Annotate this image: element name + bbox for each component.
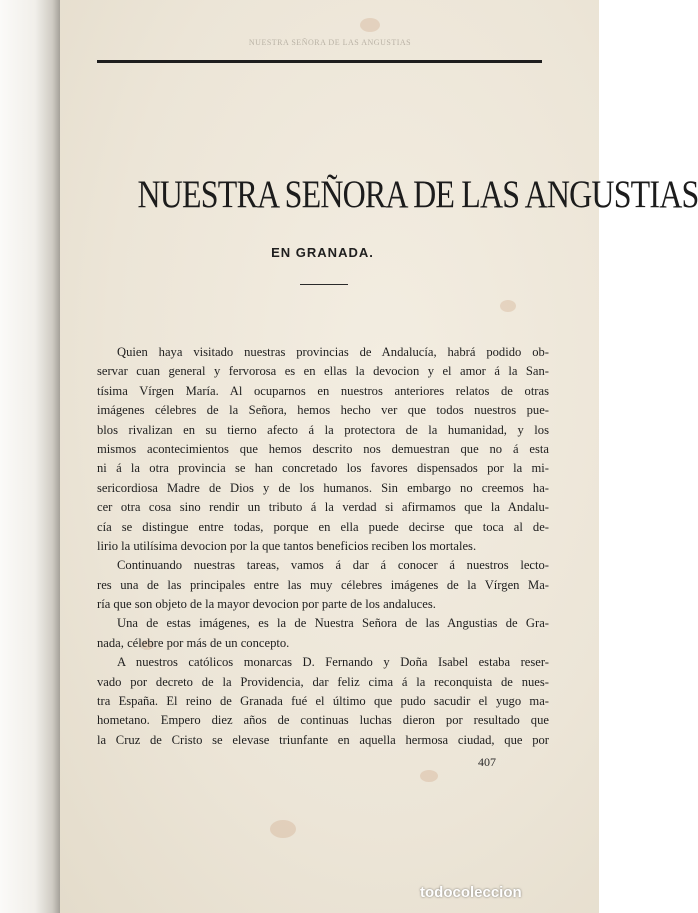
- top-rule: [97, 60, 542, 63]
- text-line: servar cuan general y fervorosa es en ellas la devocion y el amor á la San-: [97, 364, 549, 379]
- text-line: tísima Vírgen María. Al ocuparnos en nuestros anteriores relatos de otras: [97, 383, 549, 398]
- text-line: mismos acontecimientos que hemos descrito nos demuestran que no á esta: [97, 441, 549, 456]
- text-line: ría que son objeto de la mayor devocion por parte de los andaluces.: [97, 597, 436, 612]
- article-title: NUESTRA SEÑORA DE LAS ANGUSTIAS: [137, 173, 698, 216]
- text-line: nada, célebre por más de un concepto.: [97, 635, 290, 650]
- text-line: res una de las principales entre las muy célebres imágenes de la Vírgen Ma-: [97, 577, 549, 592]
- text-line: hometano. Empero diez años de continuas luchas dieron por resultado que: [97, 713, 549, 728]
- page-number: 407: [478, 755, 496, 769]
- text-line: Continuando nuestras tareas, vamos á dar á conocer á nuestros lecto-: [117, 558, 549, 573]
- text-line: imágenes célebres de la Señora, hemos hecho ver que todos nuestros pue-: [97, 403, 549, 418]
- text-line: cer otra cosa sino rendir un tributo á la verdad si afirmamos que la Andalu-: [97, 500, 549, 515]
- text-line: vado por decreto de la Providencia, dar feliz cima á la reconquista de nues-: [97, 674, 549, 689]
- text-line: blos rivalizan en su tierno afecto á la protectora de la humanidad, y los: [97, 422, 549, 437]
- book-spine-shadow: [0, 0, 64, 913]
- text-line: tra España. El reino de Granada fué el último que pudo sacudir el yugo ma-: [97, 694, 549, 709]
- text-line: Una de estas imágenes, es la de Nuestra Señora de las Angustias de Gra-: [117, 616, 549, 631]
- text-line: A nuestros católicos monarcas D. Fernando y Doña Isabel estaba reser-: [117, 655, 549, 670]
- running-header: NUESTRA SEÑORA DE LAS ANGUSTIAS: [248, 38, 412, 47]
- article-subtitle: EN GRANADA.: [271, 245, 374, 260]
- body-text: [97, 343, 549, 750]
- text-line: cía se distingue entre todas, porque en ella puede decirse que toca al de-: [97, 519, 549, 534]
- text-line: lirio la utilísima devocion por la que tantos beneficios reciben los mortales.: [97, 538, 477, 553]
- text-line: la Cruz de Cristo se elevase triunfante en aquella hermosa ciudad, que por: [97, 732, 549, 747]
- text-line: Quien haya visitado nuestras provincias de Andalucía, habrá podido ob-: [117, 345, 549, 359]
- watermark-logo: todocoleccion: [420, 884, 522, 901]
- title-divider: [300, 284, 348, 285]
- text-line: sericordiosa Madre de Dios y de los humanos. Sin embargo no creemos ha-: [97, 480, 549, 495]
- text-line: ni á la otra provincia se han concretado los favores dispensados por la mi-: [97, 461, 549, 476]
